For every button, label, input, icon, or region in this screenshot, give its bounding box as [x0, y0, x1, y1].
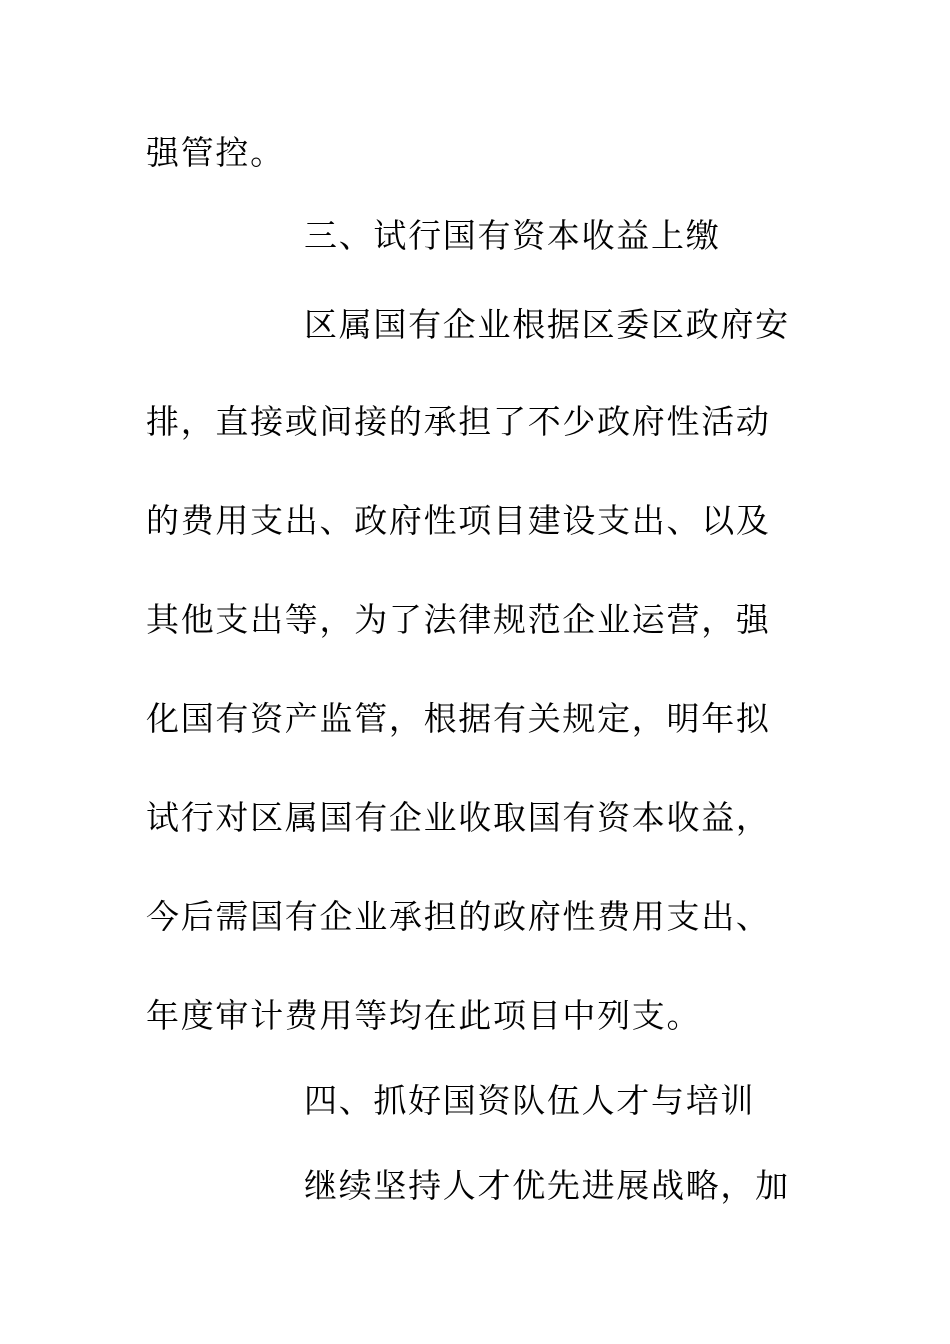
paragraph-line: 化国有资产监管，根据有关规定，明年拟: [146, 699, 771, 738]
paragraph-line: 继续坚持人才优先进展战略，加: [304, 1166, 790, 1205]
section-heading: 四、抓好国资队伍人才与培训: [304, 1081, 756, 1120]
paragraph-line: 强管控。: [146, 133, 285, 172]
paragraph-line: 今后需国有企业承担的政府性费用支出、: [146, 897, 771, 936]
paragraph-line: 试行对区属国有企业收取国有资本收益，: [146, 798, 771, 837]
paragraph-line: 区属国有企业根据区委区政府安: [304, 305, 790, 344]
section-heading: 三、试行国有资本收益上缴: [304, 216, 721, 255]
paragraph-line: 排，直接或间接的承担了不少政府性活动: [146, 402, 771, 441]
paragraph-line: 其他支出等，为了法律规范企业运营，强: [146, 600, 771, 639]
paragraph-line: 的费用支出、政府性项目建设支出、以及: [146, 501, 771, 540]
paragraph-line: 年度审计费用等均在此项目中列支。: [146, 996, 702, 1035]
